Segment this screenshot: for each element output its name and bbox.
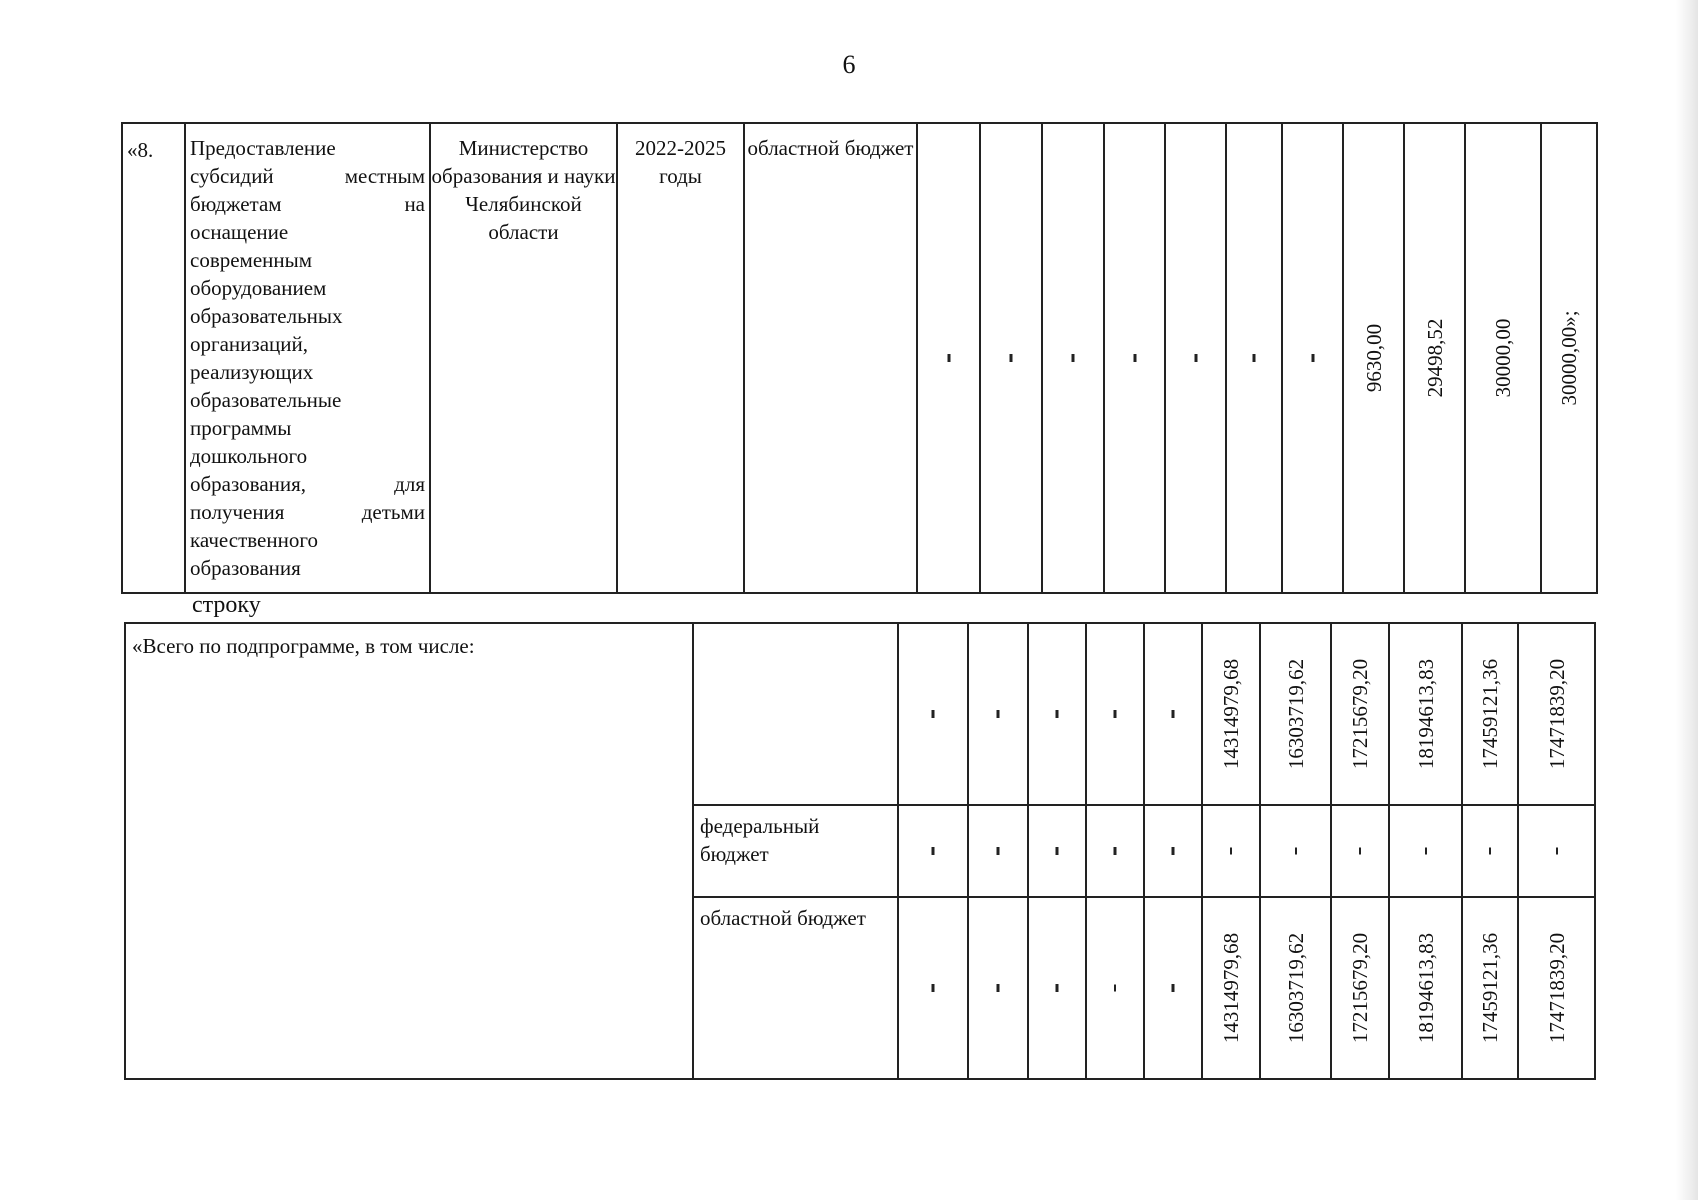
value-2023: 18194613,83 xyxy=(1413,658,1438,770)
value-cell xyxy=(980,123,1042,593)
description-word: на xyxy=(404,192,425,216)
totals-table xyxy=(124,622,1596,1080)
value-cell xyxy=(1389,897,1462,1079)
value-cell xyxy=(1144,805,1202,897)
dash-mark xyxy=(997,984,1000,992)
dash-mark xyxy=(1359,848,1361,855)
value-cell xyxy=(1260,897,1331,1079)
description-word: получения xyxy=(190,500,285,524)
value-2020: 14314979,68 xyxy=(1219,932,1243,1044)
description-word: бюджетам xyxy=(190,192,282,216)
value-cell xyxy=(1462,897,1518,1079)
description-line xyxy=(190,358,425,386)
value-cell xyxy=(1144,623,1202,805)
value-cell xyxy=(968,805,1028,897)
value-2022: 9630,00 xyxy=(1361,323,1386,393)
dash-mark xyxy=(1056,847,1059,855)
dash-mark xyxy=(932,984,935,992)
value-cell xyxy=(1518,897,1595,1079)
description-line xyxy=(190,330,425,358)
value-cell xyxy=(898,897,968,1079)
value-cell xyxy=(1144,897,1202,1079)
value-cell xyxy=(1260,623,1331,805)
measure-description xyxy=(185,123,430,593)
executor-cell: Министерство образования и науки Челябинской области xyxy=(430,123,617,593)
totals-title: «Всего по подпрограмме, в том числе: xyxy=(125,623,693,1079)
value-2024: 17459121,36 xyxy=(1478,658,1502,770)
value-cell xyxy=(1331,805,1389,897)
description-word: реализующих xyxy=(190,360,314,384)
value-2025: 30000,00»; xyxy=(1557,310,1581,406)
description-line xyxy=(190,470,425,498)
description-word: детьми xyxy=(361,500,425,524)
value-cell xyxy=(917,123,980,593)
value-cell xyxy=(1028,805,1086,897)
description-line xyxy=(190,190,425,218)
value-2023: 29498,52 xyxy=(1422,318,1447,398)
value-cell xyxy=(1541,123,1597,593)
description-word: программы xyxy=(190,416,292,440)
value-cell xyxy=(1462,623,1518,805)
value-2025: 17471839,20 xyxy=(1544,932,1569,1044)
value-2021: 16303719,62 xyxy=(1283,932,1308,1044)
description-line xyxy=(190,134,425,162)
description-word: образовательные xyxy=(190,388,342,412)
value-cell xyxy=(1086,897,1144,1079)
value-cell xyxy=(968,897,1028,1079)
description-word: организаций, xyxy=(190,332,308,356)
dash-mark xyxy=(932,847,935,855)
value-cell xyxy=(1028,623,1086,805)
dash-mark xyxy=(1133,354,1136,362)
description-word: Предоставление xyxy=(190,136,336,160)
description-word: образования, xyxy=(190,472,307,496)
description-word: образовательных xyxy=(190,304,343,328)
description-line xyxy=(190,442,425,470)
dash-mark xyxy=(1253,354,1256,362)
description-line xyxy=(190,274,425,302)
value-cell xyxy=(1518,623,1595,805)
value-2022: 17215679,20 xyxy=(1348,658,1372,770)
value-cell xyxy=(1343,123,1404,593)
value-cell xyxy=(1331,897,1389,1079)
description-line xyxy=(190,414,425,442)
value-cell xyxy=(1165,123,1226,593)
value-cell xyxy=(898,805,968,897)
dash-mark xyxy=(1172,984,1175,992)
dash-mark xyxy=(932,710,935,718)
description-word: образования xyxy=(190,556,301,580)
description-word: субсидий xyxy=(190,164,274,188)
dash-mark xyxy=(1311,354,1314,362)
description-word: местным xyxy=(344,164,425,188)
dash-mark xyxy=(1056,984,1059,992)
value-cell xyxy=(1331,623,1389,805)
description-line xyxy=(190,498,425,526)
value-cell xyxy=(898,623,968,805)
description-word: качественного xyxy=(190,528,318,552)
dash-mark xyxy=(1425,848,1427,855)
value-2023: 18194613,83 xyxy=(1413,932,1438,1044)
dash-mark xyxy=(997,710,1000,718)
row-number: «8. xyxy=(122,123,185,593)
dash-mark xyxy=(1114,985,1116,992)
value-cell xyxy=(1465,123,1541,593)
value-cell xyxy=(1389,623,1462,805)
value-cell xyxy=(1086,805,1144,897)
value-cell xyxy=(1086,623,1144,805)
description-line xyxy=(190,162,425,190)
description-line xyxy=(190,302,425,330)
dash-mark xyxy=(1194,354,1197,362)
description-line xyxy=(190,246,425,274)
scan-edge xyxy=(1676,0,1698,1200)
dash-mark xyxy=(1489,848,1491,855)
dash-mark xyxy=(947,354,950,362)
dash-mark xyxy=(997,847,1000,855)
value-cell xyxy=(1518,805,1595,897)
value-cell xyxy=(1202,897,1260,1079)
dash-mark xyxy=(1172,710,1175,718)
value-cell xyxy=(1282,123,1343,593)
description-word: оборудованием xyxy=(190,276,327,300)
dash-mark xyxy=(1172,847,1175,855)
description-word: современным xyxy=(190,248,313,272)
funding-source-cell: областной бюджет xyxy=(744,123,917,593)
description-line xyxy=(190,386,425,414)
dash-mark xyxy=(1295,848,1297,855)
source-cell: областной бюджет xyxy=(693,897,898,1079)
value-2021: 16303719,62 xyxy=(1283,658,1308,770)
source-cell: федеральный бюджет xyxy=(693,805,898,897)
description-line xyxy=(190,526,425,554)
value-2024: 30000,00 xyxy=(1491,318,1515,398)
source-cell xyxy=(693,623,898,805)
value-cell xyxy=(1260,805,1331,897)
value-cell xyxy=(1202,623,1260,805)
value-cell xyxy=(1028,897,1086,1079)
dash-mark xyxy=(1114,710,1117,718)
period-cell: 2022-2025 годы xyxy=(617,123,744,593)
value-cell xyxy=(1404,123,1465,593)
dash-mark xyxy=(1230,848,1232,855)
value-cell xyxy=(1104,123,1165,593)
value-cell xyxy=(1226,123,1282,593)
description-line xyxy=(190,218,425,246)
dash-mark xyxy=(1072,354,1075,362)
description-line xyxy=(190,554,425,582)
value-2025: 17471839,20 xyxy=(1544,658,1569,770)
value-cell xyxy=(1042,123,1104,593)
page-number: 6 xyxy=(842,50,856,79)
between-text: строку xyxy=(192,592,261,618)
description-word: дошкольного xyxy=(190,444,308,468)
value-cell xyxy=(1202,805,1260,897)
description-word: для xyxy=(394,472,425,496)
value-cell xyxy=(1389,805,1462,897)
row-8-table xyxy=(121,122,1598,594)
value-2020: 14314979,68 xyxy=(1219,658,1243,770)
dash-mark xyxy=(1056,710,1059,718)
dash-mark xyxy=(1010,354,1013,362)
dash-mark xyxy=(1556,848,1558,855)
value-2024: 17459121,36 xyxy=(1478,932,1502,1044)
value-cell xyxy=(968,623,1028,805)
dash-mark xyxy=(1114,847,1117,855)
value-2022: 17215679,20 xyxy=(1348,932,1372,1044)
value-cell xyxy=(1462,805,1518,897)
description-word: оснащение xyxy=(190,220,289,244)
